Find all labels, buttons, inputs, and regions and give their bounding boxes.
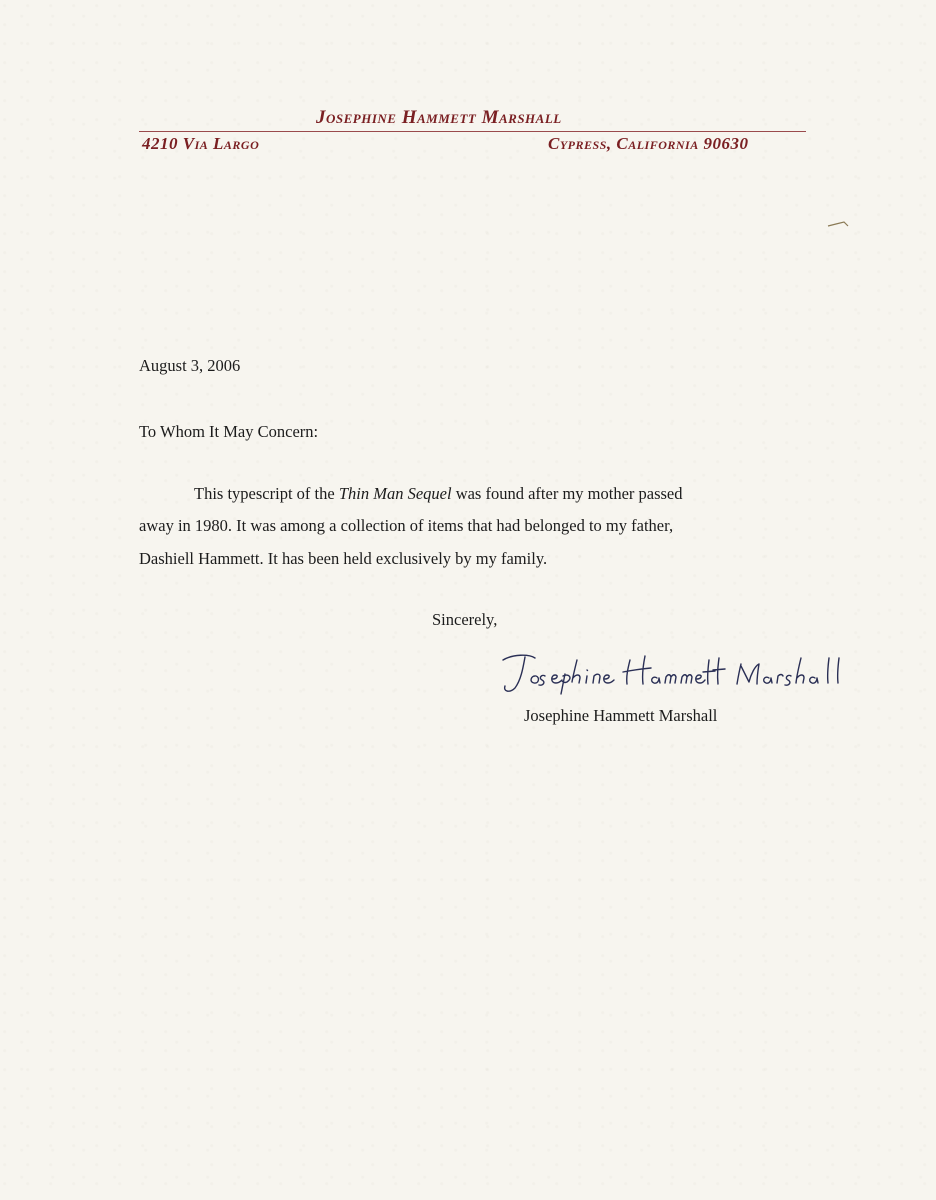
body-line-1 xyxy=(194,484,683,504)
handwritten-signature xyxy=(495,646,855,698)
salutation: To Whom It May Concern: xyxy=(139,422,319,441)
body-line-3: Dashiell Hammett. It has been held exclusively by my family. xyxy=(139,549,548,568)
paper-mark xyxy=(826,218,850,230)
letter-date: August 3, 2006 xyxy=(139,356,241,375)
typed-name: Josephine Hammett Marshall xyxy=(524,706,718,725)
body-line-1-end: was found after my mother passed xyxy=(451,484,683,503)
letterhead-city: Cypress, California 90630 xyxy=(548,134,749,153)
book-title: Thin Man Sequel xyxy=(338,484,452,503)
letterhead-address: 4210 Via Largo xyxy=(142,134,260,153)
closing: Sincerely, xyxy=(432,610,498,629)
letterhead-rule xyxy=(139,131,806,132)
body-line-2: away in 1980. It was among a collection of items that had belonged to my father, xyxy=(139,516,674,535)
letterhead-name: Josephine Hammett Marshall xyxy=(316,107,562,128)
body-line-1-start: This typescript of the xyxy=(194,484,339,503)
